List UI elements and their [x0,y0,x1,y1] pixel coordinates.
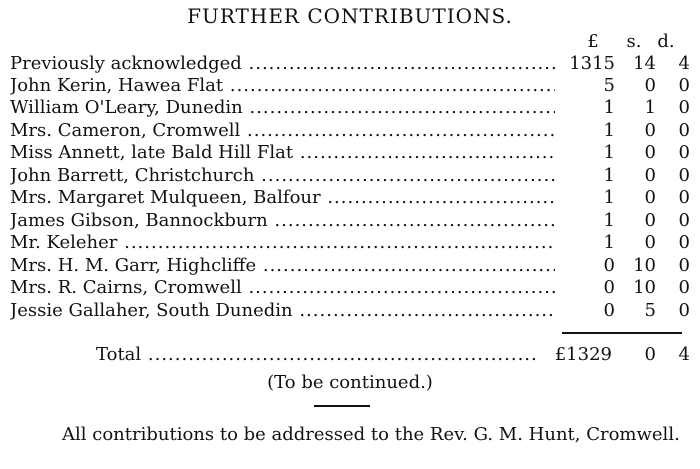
shillings-value: 10 [633,277,656,298]
pounds-value: 1 [603,120,615,141]
total-pence: 4 [678,344,690,365]
contributor-name: James Gibson, Bannockburn ..... [10,210,555,232]
pence-value: 0 [678,142,690,163]
shillings-value: 1 [644,97,656,118]
pounds-value: 0 [603,255,615,276]
pounds-value: 1 [603,97,615,118]
list-item [10,75,690,97]
list-item [10,187,690,209]
continued-note: (To be continued.) [267,372,433,393]
shillings-value: 0 [644,165,656,186]
pence-value: 0 [678,255,690,276]
divider [314,405,370,407]
contributor-name: Previously acknowledged ..... [10,53,555,75]
pounds-value: 1 [603,165,615,186]
shillings-value: 0 [644,210,656,231]
pounds-column-header: £ [587,31,599,52]
pounds-value: 1315 [569,53,615,74]
pounds-value: 0 [603,277,615,298]
pence-value: 0 [678,75,690,96]
pounds-value: 1 [603,142,615,163]
list-item [10,165,690,187]
pence-value: 0 [678,300,690,321]
contributor-name: Mrs. Cameron, Cromwell ..... [10,120,555,142]
shillings-value: 10 [633,255,656,276]
pounds-value: 5 [603,75,615,96]
shillings-value: 0 [644,75,656,96]
contributor-name: Miss Annett, late Bald Hill Flat ..... [10,142,555,164]
list-item [10,97,690,119]
total-label: Total ..... [96,344,536,366]
list-item [10,232,690,254]
contributor-name: Mrs. Margaret Mulqueen, Balfour ..... [10,187,555,209]
address-note: All contributions to be addressed to the Rev. G. M. Hunt, Cromwell. [62,424,680,445]
contributor-name: Mrs. R. Cairns, Cromwell ..... [10,277,555,299]
contributor-name: Mrs. H. M. Garr, Highcliffe ..... [10,255,555,277]
heading: FURTHER CONTRIBUTIONS. [187,4,513,28]
pence-value: 0 [678,165,690,186]
pence-value: 0 [678,120,690,141]
shillings-value: 5 [644,300,656,321]
pence-value: 0 [678,97,690,118]
contributor-name: Jessie Gallaher, South Dunedin ..... [10,300,555,322]
shillings-value: 14 [633,53,656,74]
shillings-value: 0 [644,187,656,208]
pence-value: 0 [678,187,690,208]
shillings-value: 0 [644,120,656,141]
contributor-name: John Barrett, Christchurch ..... [10,165,555,187]
contributor-name: William O'Leary, Dunedin ..... [10,97,555,119]
contributor-name: Mr. Keleher ..... [10,232,555,254]
total-pounds: £1329 [554,344,612,365]
pence-value: 0 [678,277,690,298]
pounds-value: 1 [603,210,615,231]
pounds-value: 0 [603,300,615,321]
shillings-column-header: s. [626,31,642,52]
shillings-value: 0 [644,142,656,163]
total-rule [562,332,682,334]
list-item [10,142,690,164]
list-item [10,277,690,299]
total-row [0,344,700,366]
pounds-value: 1 [603,232,615,253]
pence-value: 0 [678,232,690,253]
list-item [10,210,690,232]
pounds-value: 1 [603,187,615,208]
list-item [10,300,690,322]
contributor-name: John Kerin, Hawea Flat ..... [10,75,555,97]
list-item [10,53,690,75]
list-item [10,120,690,142]
pence-value: 0 [678,210,690,231]
list-item [10,255,690,277]
pence-value: 4 [678,53,690,74]
shillings-value: 0 [644,232,656,253]
pence-column-header: d. [657,31,675,52]
total-shillings: 0 [644,344,656,365]
